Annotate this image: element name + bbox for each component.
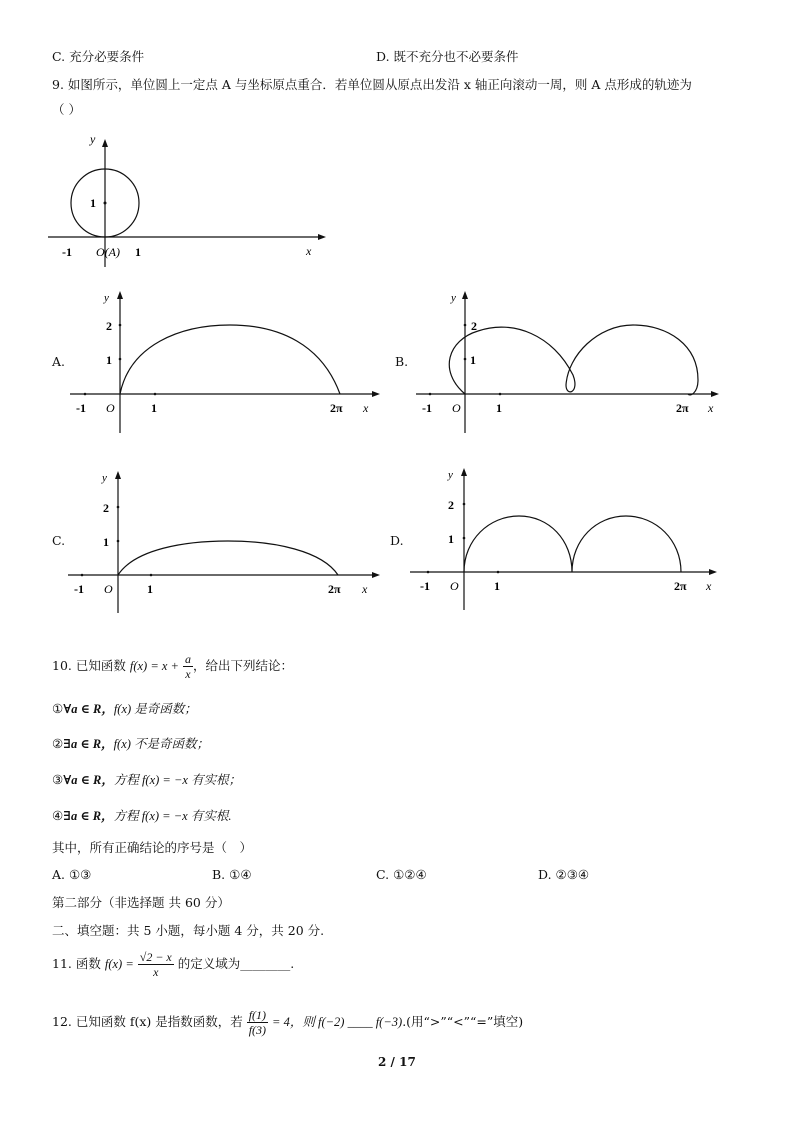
svg-text:-1: -1 xyxy=(422,401,432,415)
svg-text:1: 1 xyxy=(470,353,476,367)
svg-text:O: O xyxy=(452,401,461,415)
svg-text:O: O xyxy=(106,401,115,415)
prev-option-d: D. 既不充分也不必要条件 xyxy=(376,49,519,64)
q10-conclusion-1: ①∀a ∈ R，f(x) 是奇函数； xyxy=(52,701,197,716)
svg-text:2: 2 xyxy=(103,501,109,515)
q10-choice-d[interactable]: D. ②③④ xyxy=(538,867,590,882)
svg-text:2: 2 xyxy=(106,319,112,333)
q9-figure xyxy=(40,125,330,270)
q11-stem: 11. 函数 f(x) = $\frac{√2 - x}{x}$ 的定义域为________. xyxy=(52,950,295,979)
svg-text:x: x xyxy=(362,582,368,596)
q10-choice-a[interactable]: A. ①③ xyxy=(52,867,92,882)
q9-stem: 9. 如图所示，单位圆上一定点 A 与坐标原点重合．若单位圆从原点出发沿 x 轴正向滚动一周，则 A 点形成的轨迹为 xyxy=(52,77,692,92)
q12-stem: 12. 已知函数 f(x) 是指数函数，若 $\frac{f(1)}{f(3)}$ = 4，则 f(−2) ____ f(−3).(用“>”“<”“=”填空) xyxy=(52,1008,524,1037)
svg-text:x: x xyxy=(708,401,714,415)
svg-text:O: O xyxy=(104,582,113,596)
svg-text:x: x xyxy=(706,579,712,593)
svg-text:1: 1 xyxy=(103,535,109,549)
svg-text:y: y xyxy=(102,472,107,484)
svg-text:2π: 2π xyxy=(676,401,689,415)
svg-text:2π: 2π xyxy=(674,579,687,593)
option-b-letter[interactable]: B. xyxy=(395,354,409,369)
axis-y-label: y xyxy=(90,132,96,146)
origin-label: O(A) xyxy=(96,245,120,259)
option-b-graph xyxy=(408,285,728,440)
svg-text:2: 2 xyxy=(471,319,477,333)
svg-text:1: 1 xyxy=(106,353,112,367)
option-d-letter[interactable]: D. xyxy=(390,533,404,548)
q10-choice-c[interactable]: C. ①②④ xyxy=(376,867,427,882)
option-c-graph xyxy=(60,463,390,618)
trajectory-c xyxy=(118,541,338,575)
trajectory-b xyxy=(449,325,698,395)
svg-text:1: 1 xyxy=(494,579,500,593)
option-a-letter[interactable]: A. xyxy=(52,354,66,369)
svg-text:-1: -1 xyxy=(420,579,430,593)
q10-stem: 10. 已知函数 f(x) = x + $\frac{a}{x}$ ，给出下列结论： xyxy=(52,652,293,681)
svg-text:y: y xyxy=(104,292,109,304)
svg-text:y: y xyxy=(451,292,456,304)
q10-conclusion-2: ②∃a ∈ R，f(x) 不是奇函数； xyxy=(52,736,210,751)
svg-text:1: 1 xyxy=(151,401,157,415)
option-c-letter[interactable]: C. xyxy=(52,533,66,548)
axis-x-label: x xyxy=(306,244,312,258)
q9-stem-paren: （ ） xyxy=(52,102,81,117)
svg-text:2π: 2π xyxy=(330,401,343,415)
svg-text:2π: 2π xyxy=(328,582,341,596)
svg-text:-1: -1 xyxy=(76,401,86,415)
part2-heading: 第二部分（非选择题 共 60 分） xyxy=(52,895,230,910)
svg-text:1: 1 xyxy=(147,582,153,596)
svg-text:1: 1 xyxy=(496,401,502,415)
q10-conclusion-4: ④∃a ∈ R，方程 f(x) = −x 有实根. xyxy=(52,808,232,823)
svg-text:-1: -1 xyxy=(74,582,84,596)
svg-text:1: 1 xyxy=(448,532,454,546)
option-d-graph xyxy=(404,460,724,615)
option-a-graph xyxy=(60,285,390,440)
tick-neg1: -1 xyxy=(62,245,72,259)
svg-text:y: y xyxy=(448,469,453,481)
q10-choice-b[interactable]: B. ①④ xyxy=(212,867,252,882)
svg-text:O: O xyxy=(450,579,459,593)
trajectory-a xyxy=(120,325,340,394)
q10-conclusion-3: ③∀a ∈ R，方程 f(x) = −x 有实根； xyxy=(52,772,242,787)
center-label: 1 xyxy=(90,196,96,210)
page-number: 2 / 17 xyxy=(378,1055,416,1069)
prev-option-c: C. 充分必要条件 xyxy=(52,49,145,64)
trajectory-d xyxy=(464,516,681,572)
tick-1: 1 xyxy=(135,245,141,259)
svg-text:2: 2 xyxy=(448,498,454,512)
svg-text:x: x xyxy=(363,401,369,415)
part2-section: 二、填空题：共 5 小题，每小题 4 分，共 20 分. xyxy=(52,923,325,938)
q10-ask: 其中，所有正确结论的序号是（ ） xyxy=(52,840,253,855)
